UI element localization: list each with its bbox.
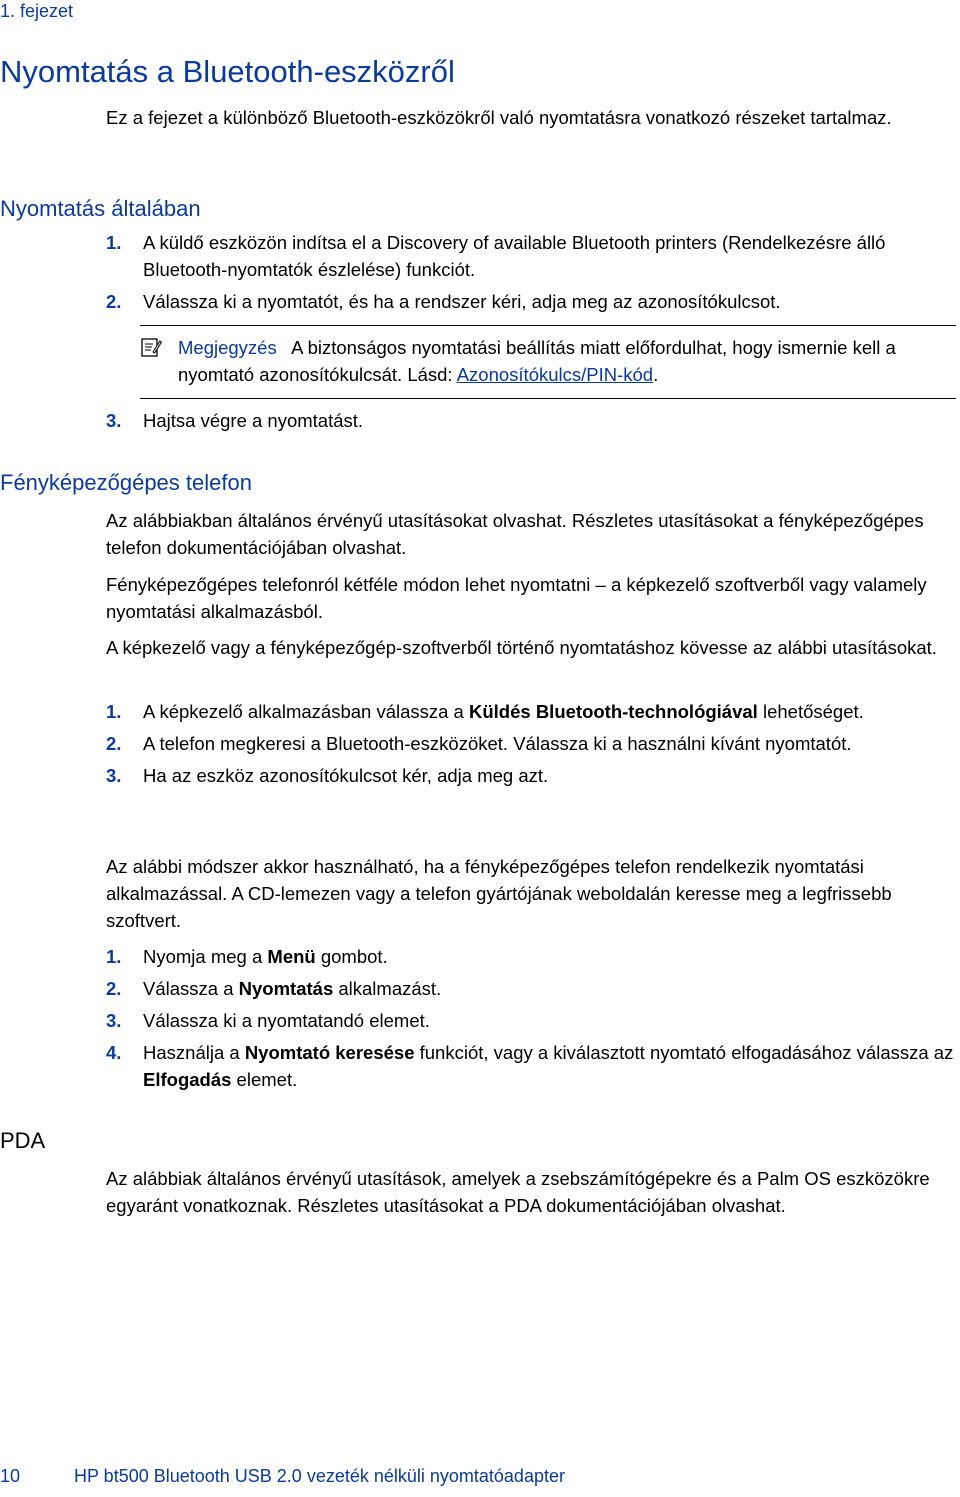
note-box <box>140 325 956 399</box>
step-number: 2. <box>106 978 122 999</box>
step-text: Válassza ki a nyomtatandó elemet. <box>143 1010 430 1031</box>
camera-paragraph-4: Az alábbi módszer akkor használható, ha a fényképezőgépes telefon rendelkezik nyomtatási alkalmazással. A CD-lemezen vagy a telefon gyártójának weboldalán keresse meg a legfrissebb szoftvert. <box>106 856 892 931</box>
note-icon <box>140 336 162 358</box>
step-number: 1. <box>106 946 122 967</box>
list-item <box>106 288 958 315</box>
step-number: 3. <box>106 410 122 431</box>
step-number: 3. <box>106 1010 122 1031</box>
chapter-label: 1. fejezet <box>0 1 74 21</box>
camera-paragraph-3: A képkezelő vagy a fényképezőgép-szoftverből történő nyomtatáshoz kövesse az alábbi utasításokat. <box>106 637 937 658</box>
step-number: 2. <box>106 733 122 754</box>
camera-steps-list-2 <box>106 943 958 1093</box>
list-item <box>106 407 958 434</box>
step-text: A küldő eszközön indítsa el a Discovery of available Bluetooth printers (Rendelkezésre álló Bluetooth-nyomtatók észlelése) funkciót. <box>143 232 886 280</box>
note-period: . <box>653 364 659 385</box>
list-item <box>106 975 958 1002</box>
list-item <box>106 698 958 725</box>
camera-steps-list-1 <box>106 698 958 789</box>
step-text: Használja a Nyomtató keresése funkciót, vagy a kiválasztott nyomtató elfogadásához válassza az Elfogadás elemet. <box>143 1042 954 1090</box>
note-label: Megjegyzés <box>178 337 277 358</box>
step-number: 2. <box>106 291 122 312</box>
note-text <box>178 334 948 388</box>
step-text: Válassza ki a nyomtatót, és ha a rendszer kéri, adja meg az azonosítókulcsot. <box>143 291 781 312</box>
pda-paragraph-1: Az alábbiak általános érvényű utasítások, amelyek a zsebszámítógépekre és a Palm OS eszközökre egyaránt vonatkoznak. Részletes utasításokat a PDA dokumentációjában olvashat. <box>106 1168 930 1216</box>
list-item <box>106 762 958 789</box>
list-item <box>106 1007 958 1034</box>
section-heading-general: Nyomtatás általában <box>0 196 201 221</box>
step-number: 1. <box>106 232 122 253</box>
note-body: A biztonságos nyomtatási beállítás miatt előfordulhat, hogy ismernie kell a nyomtató azonosítókulcsát. Lásd: <box>178 337 896 385</box>
footer-product-name: HP bt500 Bluetooth USB 2.0 vezeték nélküli nyomtatóadapter <box>74 1466 565 1486</box>
list-item <box>106 1039 958 1093</box>
step-number: 3. <box>106 765 122 786</box>
step-text: Válassza a Nyomtatás alkalmazást. <box>143 978 442 999</box>
camera-paragraph-1: Az alábbiakban általános érvényű utasításokat olvashat. Részletes utasításokat a fényképezőgépes telefon dokumentációjában olvashat. <box>106 510 924 558</box>
page-title: Nyomtatás a Bluetooth-eszközről <box>0 54 455 89</box>
general-steps-list-cont <box>106 407 958 434</box>
camera-paragraph-2: Fényképezőgépes telefonról kétféle módon lehet nyomtatni – a képkezelő szoftverből vagy valamely nyomtatási alkalmazásból. <box>106 574 927 622</box>
step-number: 4. <box>106 1042 122 1063</box>
step-text: Hajtsa végre a nyomtatást. <box>143 410 364 431</box>
section-heading-camera: Fényképezőgépes telefon <box>0 470 252 495</box>
step-text: A telefon megkeresi a Bluetooth-eszközöket. Válassza ki a használni kívánt nyomtatót. <box>143 733 852 754</box>
page-number: 10 <box>0 1466 21 1486</box>
step-text: Ha az eszköz azonosítókulcsot kér, adja meg azt. <box>143 765 549 786</box>
step-number: 1. <box>106 701 122 722</box>
list-item <box>106 730 958 757</box>
general-steps-list <box>106 229 958 315</box>
section-heading-pda: PDA <box>0 1128 46 1153</box>
passkey-link[interactable]: Azonosítókulcs/PIN-kód <box>456 364 654 385</box>
intro-paragraph: Ez a fejezet a különböző Bluetooth-eszközökről való nyomtatásra vonatkozó részeket tartalmaz. <box>106 107 892 128</box>
list-item <box>106 229 958 283</box>
list-item <box>106 943 958 970</box>
step-text: A képkezelő alkalmazásban válassza a Küldés Bluetooth-technológiával lehetőséget. <box>143 701 864 722</box>
step-text: Nyomja meg a Menü gombot. <box>143 946 388 967</box>
